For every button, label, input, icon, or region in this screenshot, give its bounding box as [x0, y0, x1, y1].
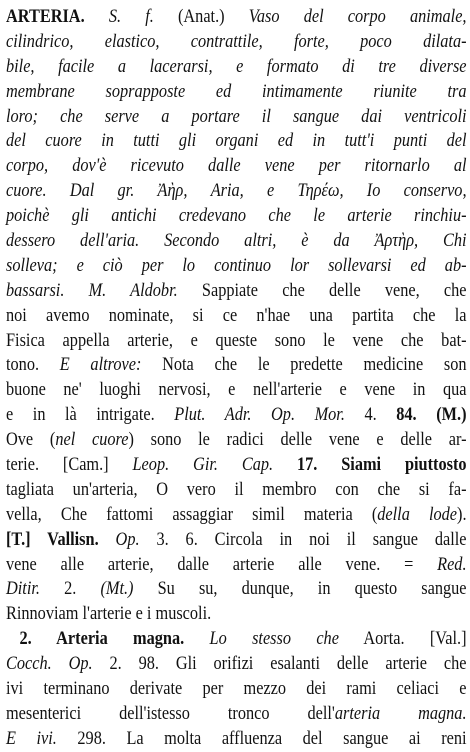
- entry-line: cilindrico, elastico, contrattile, forte, poco dilata-: [6, 30, 467, 52]
- entry-line: tagliata un'arteria, O vero il membro con che si fa-: [6, 478, 467, 500]
- entry-line: Fisica appella arterie, e queste sono le vene che bat-: [6, 329, 467, 351]
- entry-line: Ove (nel cuore) sono le radici delle vene e delle ar-: [6, 429, 467, 451]
- entry-line: poichè gli antichi credevano che le arterie rinchiu-: [6, 205, 467, 227]
- entry-line: dessero dell'aria. Secondo altri, è da Ἀρτὴρ, Chi: [6, 230, 467, 252]
- entry-line: Rinnoviam l'arterie e i muscoli.: [6, 603, 212, 625]
- entry-line: solleva; e ciò per lo continuo lor sollevarsi ed ab-: [6, 254, 467, 276]
- sense-line: E ivi. 298. La molta affluenza del sangue ai reni: [6, 727, 467, 749]
- entry-line: bassarsi. M. Aldobr. Sappiate che delle vene, che: [6, 279, 467, 301]
- sense-line: 2. Arteria magna. Lo stesso che Aorta. [Val.]: [19, 628, 467, 650]
- entry-line: Ditir. 2. (Mt.) Su su, dunque, in questo sangue: [6, 578, 467, 600]
- entry-line: loro; che serve a portare il sangue dai ventricoli: [6, 105, 467, 127]
- entry-line: del cuore in tutti gli organi ed in tutt'i punti del: [6, 130, 467, 152]
- entry-line: vene alle arterie, dalle arterie alle vene. = Red.: [6, 553, 467, 575]
- entry-line: [T.] Vallisn. Op. 3. 6. Circola in noi il sangue dalle: [6, 528, 467, 550]
- entry-line: bile, facile a lacerarsi, e formato di tre diverse: [6, 55, 467, 77]
- sense-line: Cocch. Op. 2. 98. Gli orifizi esalanti delle arterie che: [6, 653, 467, 675]
- sense-2: [6, 627, 467, 751]
- entry-line: vella, Che fattomi assaggiar simil materia (della lode).: [6, 503, 467, 525]
- entry-line: tono. E altrove: Nota che le predette medicine son: [6, 354, 467, 376]
- sense-line: mesenterici dell'istesso tronco dell'arteria magna.: [6, 702, 467, 724]
- dictionary-page: [6, 5, 467, 752]
- entry-line: noi avemo nominate, si ce n'hae una partita che la: [6, 304, 467, 326]
- entry-line: buone ne' luoghi nervosi, e nell'arterie e vene in qua: [6, 379, 467, 401]
- entry-line: terie. [Cam.] Leop. Gir. Cap. 17. Siami piuttosto: [6, 454, 467, 476]
- entry-line: cuore. Dal gr. Ἀὴρ, Aria, e Τηρέω, Io conservo,: [6, 180, 467, 202]
- entry-line: e in là intrigate. Plut. Adr. Op. Mor. 4. 84. (M.): [6, 404, 467, 426]
- dictionary-entry-arteria: [6, 5, 467, 627]
- sense-line: ivi terminano derivate per mezzo dei rami celiaci e: [6, 678, 467, 700]
- entry-line: membrane soprapposte ed intimamente riunite tra: [6, 80, 467, 102]
- entry-line: ARTERIA. S. f. (Anat.) Vaso del corpo animale,: [6, 6, 467, 27]
- entry-line: corpo, dov'è ricevuto dalle vene per ritornarlo al: [6, 155, 467, 177]
